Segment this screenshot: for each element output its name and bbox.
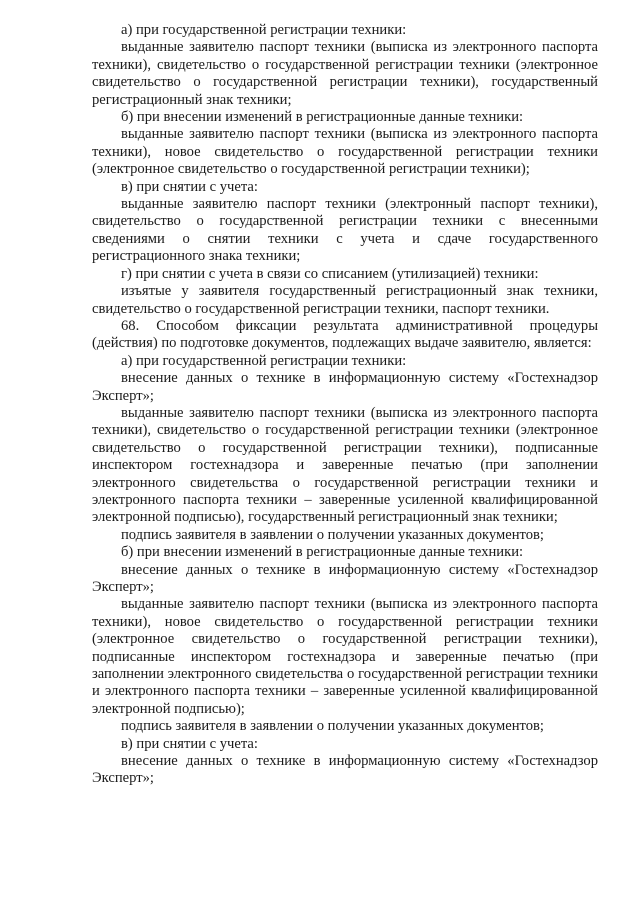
paragraph-6: выданные заявителю паспорт техники (электронный паспорт техники), свидетельство о государственной регистрации техники с внесенными сведениями о снятии техники с учета и сдаче государственного регистрационного знака техники; [92,196,598,265]
paragraph-13: подпись заявителя в заявлении о получении указанных документов; [121,526,544,543]
paragraph-8: изъятые у заявителя государственный регистрационный знак техники, свидетельство о государственной регистрации техники, паспорт техники. [92,283,598,317]
paragraph-16: выданные заявителю паспорт техники (выписка из электронного паспорта техники), новое свидетельство о государственной регистрации техники (электронное свидетельство о государственной регистрации техники), подписанные инспектором гостехнадзора и заверенные печатью (при заполнении электронного свидетельства о государственной регистрации техники и электронного паспорта техники – заверенные усиленной квалифицированной электронной подписью); [92,596,598,717]
paragraph-1: а) при государственной регистрации техники: [121,22,407,38]
document-page [92,22,598,788]
paragraph-10: а) при государственной регистрации техники: [121,352,407,369]
paragraph-3: б) при внесении изменений в регистрационные данные техники: [121,109,524,126]
paragraph-7: г) при снятии с учета в связи со списанием (утилизацией) техники: [121,265,539,282]
paragraph-14: б) при внесении изменений в регистрационные данные техники: [121,544,524,561]
paragraph-12: выданные заявителю паспорт техники (выписка из электронного паспорта техники), свидетельство о государственной регистрации техники (электронное свидетельство о государственной регистрации техники), подписанные инспектором гостехнадзора и заверенные печатью (при заполнении электронного свидетельства о государственной регистрации техники и электронного паспорта техники – заверенные усиленной квалифицированной электронной подписью), государственный регистрационный знак техники; [92,404,598,526]
paragraph-11: внесение данных о технике в информационную систему «Гостехнадзор Эксперт»; [92,370,598,404]
paragraph-2: выданные заявителю паспорт техники (выписка из электронного паспорта техники), свидетельство о государственной регистрации техники (электронное свидетельство о государственной регистрации техники), государственный регистрационный знак техники; [92,39,598,108]
paragraph-5: в) при снятии с учета: [121,178,258,195]
paragraph-9: 68. Способом фиксации результата административной процедуры (действия) по подготовке документов, подлежащих выдаче заявителю, является: [92,317,598,352]
paragraph-15: внесение данных о технике в информационную систему «Гостехнадзор Эксперт»; [92,561,598,595]
paragraph-19: внесение данных о технике в информационную систему «Гостехнадзор Эксперт»; [92,753,598,787]
paragraph-18: в) при снятии с учета: [121,735,258,752]
paragraph-4: выданные заявителю паспорт техники (выписка из электронного паспорта техники), новое свидетельство о государственной регистрации техники (электронное свидетельство о государственной регистрации техники); [92,126,598,178]
paragraph-17: подпись заявителя в заявлении о получении указанных документов; [121,718,544,735]
